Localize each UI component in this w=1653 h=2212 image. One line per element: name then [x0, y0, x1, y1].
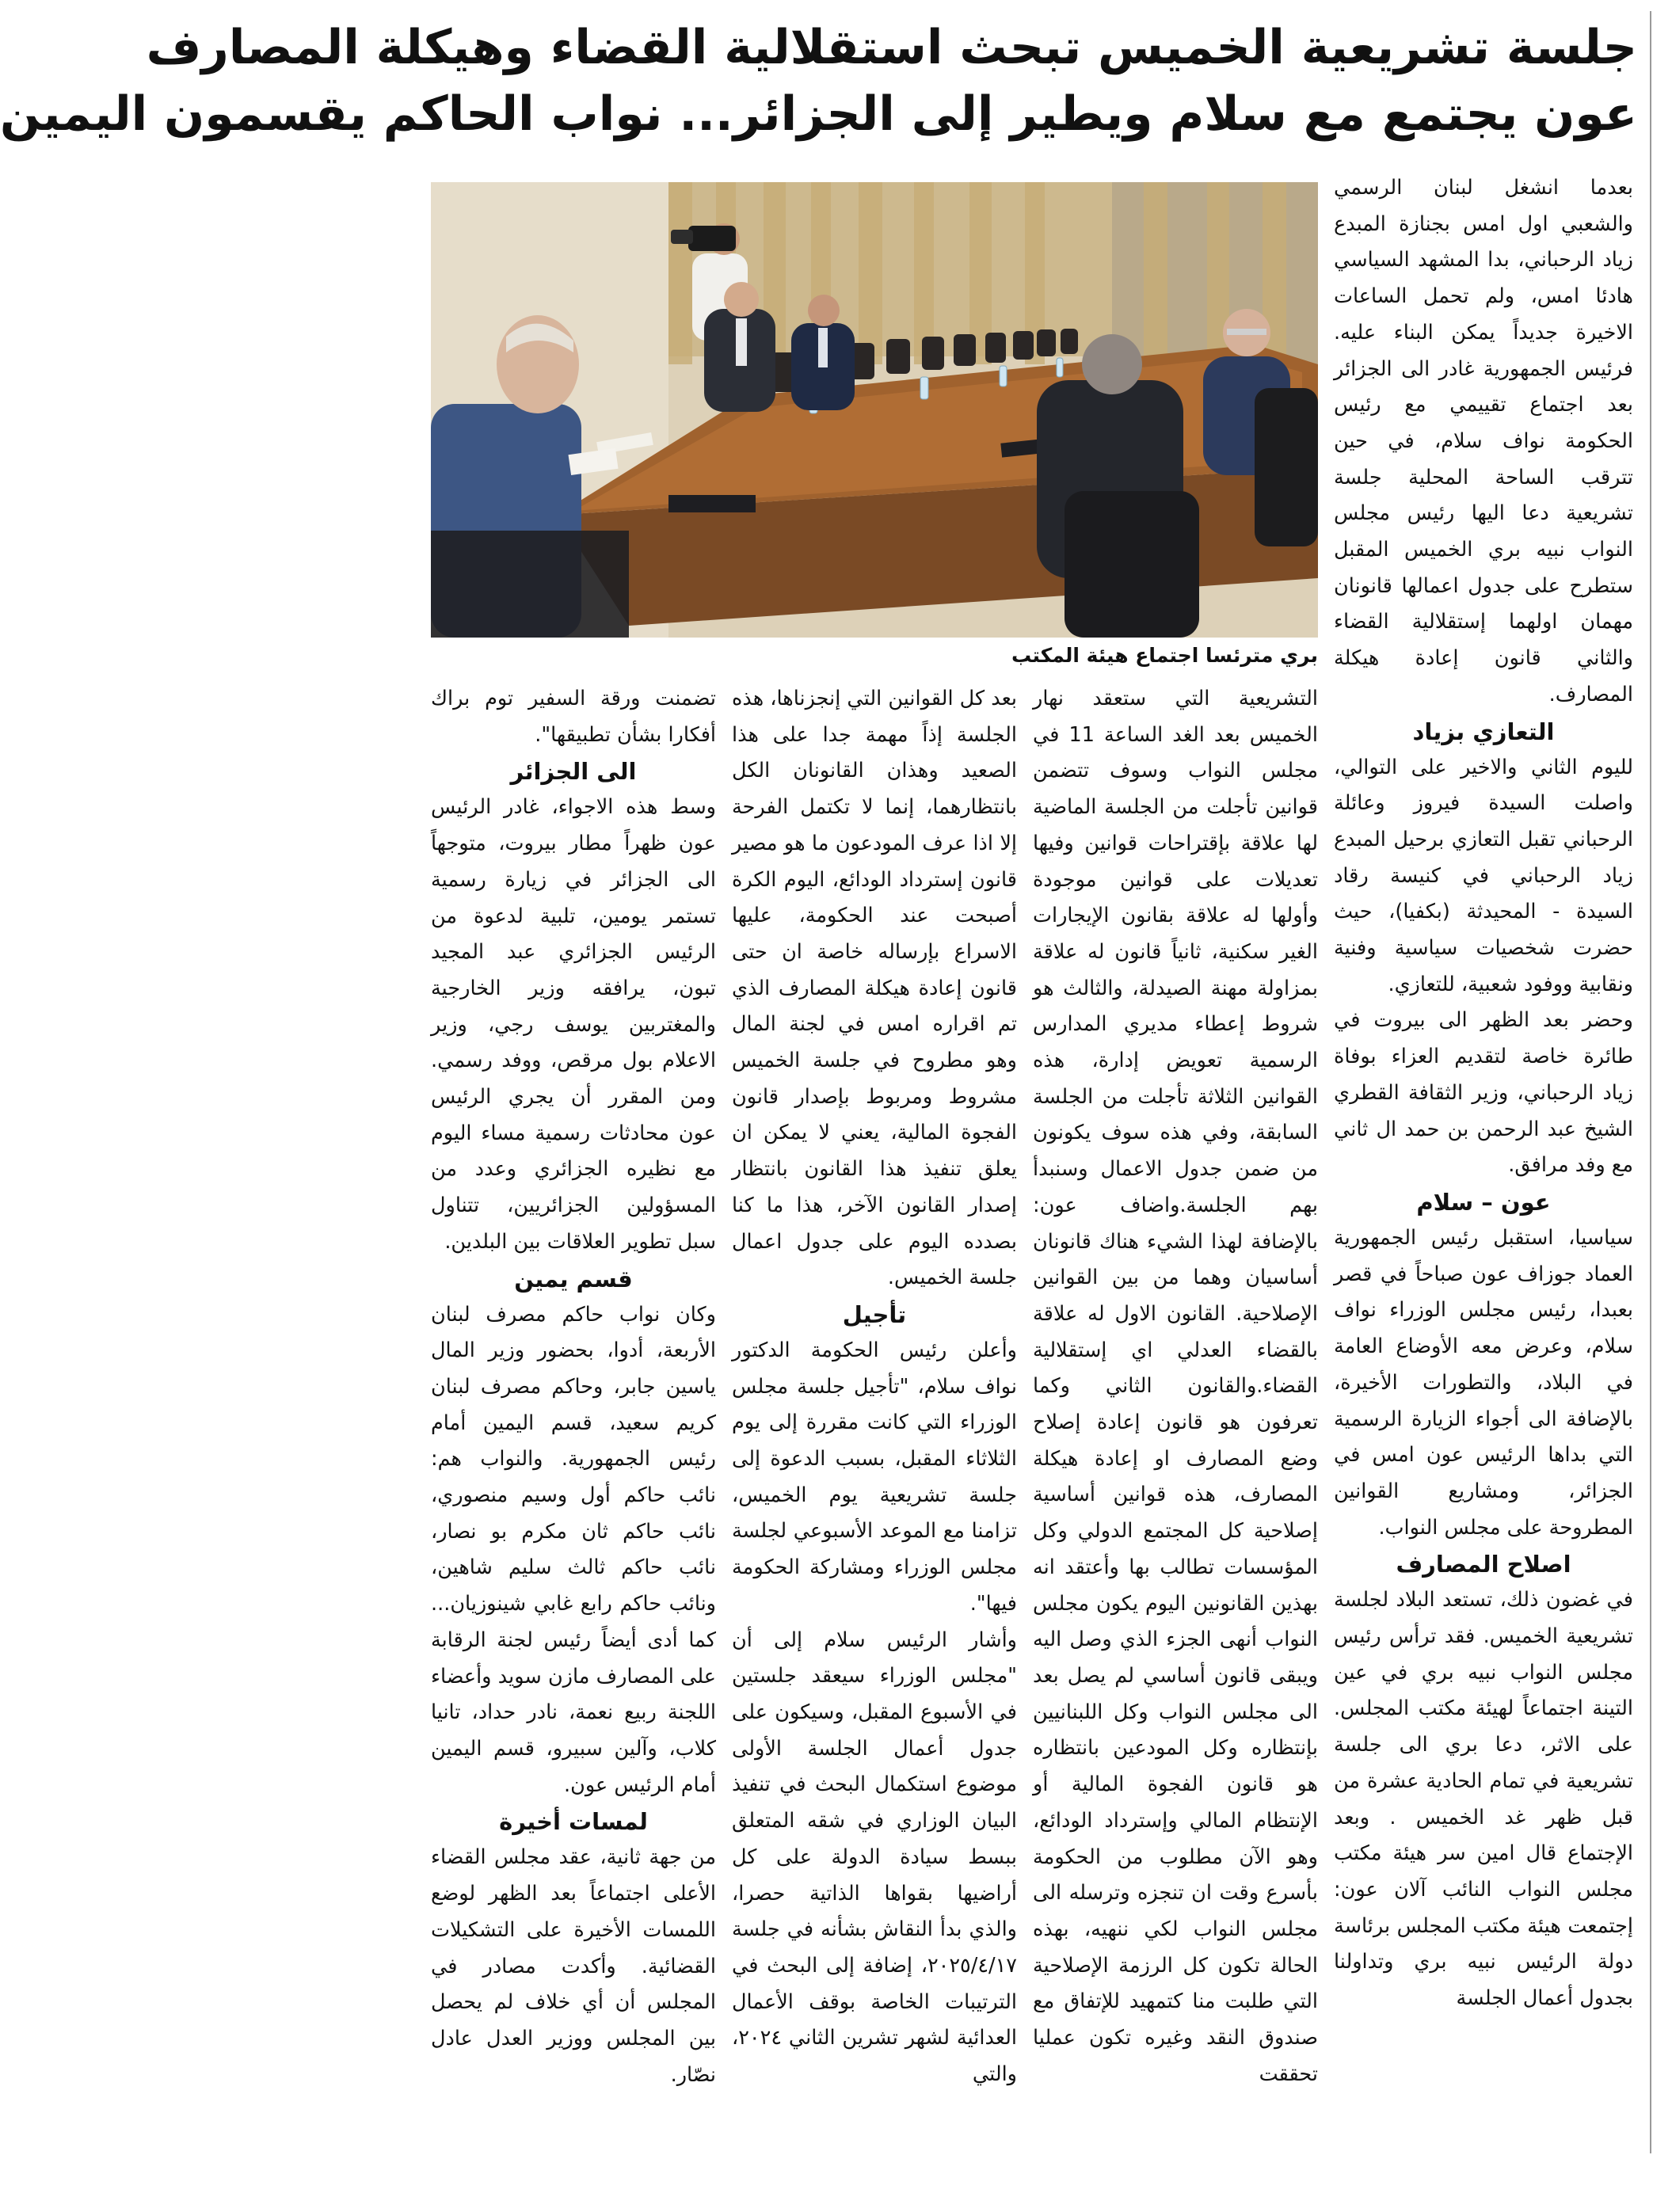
- col3-paragraph-3: وأشار الرئيس سلام إلى أن "مجلس الوزراء سيعقد جلستين في الأسبوع المقبل، وسيكون على جدول أعمال الجلسة الأولى موضوع استكمال البحث في تنفيذ البيان الوزاري في شقه المتعلق ببسط سيادة الدولة على كل أراضيها بقواها الذاتية حصرا، والذي بدأ النقاش بشأنه في جلسة ٢٠٢٥/٤/١٧، إضافة إلى البحث في الترتيبات الخاصة بوقف الأعمال العدائية لشهر تشرين الثاني ٢٠٢٤، والتي: [732, 1628, 1017, 2087]
- col4-paragraph-1: تضمنت ورقة السفير توم براك أفكارا بشأن تطبيقها".: [431, 687, 716, 747]
- page-border-rule: [1650, 11, 1651, 2153]
- article-column-3: [732, 681, 1017, 2166]
- col1-paragraph-1: بعدما انشغل لبنان الرسمي والشعبي اول امس بجنازة المبدع زياد الرحباني، بدا المشهد السياسي هادئا امس، ولم تحمل الساعات الاخيرة جديداً يمكن البناء عليه. فرئيس الجمهورية غادر الى الجزائر بعد اجتماع تقييمي مع رئيس الحكومة نواف سلام، في حين تترقب الساحة المحلية جلسة تشريعية دعا اليها رئيس مجلس النواب نبيه بري الخميس المقبل ستطرح على جدول اعمالها قانونان مهمان اولهما إستقلالية القضاء والثاني قانون إعادة هيكلة المصارف.: [1334, 176, 1633, 706]
- col1-subheading-banks-reform: اصلاح المصارف: [1396, 1551, 1571, 1578]
- meeting-photo-illustration: [431, 182, 1318, 638]
- col4-paragraph-3: وكان نواب حاكم مصرف لبنان الأربعة، أدوا، بحضور وزير المال ياسين جابر، وحاكم مصرف لبنان كريم سعيد، قسم اليمين أمام رئيس الجمهورية. والنواب هم: نائب حاكم أول وسيم منصوري، نائب حاكم ثان مكرم بو نصار، نائب حاكم ثالث سليم شاهين، ونائب حاكم رابع غابي شينوزيان... كما أدى أيضاً رئيس لجنة الرقابة على المصارف مازن سويد وأعضاء اللجنة ربيع نعمة، نادر حداد، تانيا كلاب، وآلين سبيرو، قسم اليمين أمام الرئيس عون.: [431, 1302, 716, 1797]
- article-column-4: [431, 681, 716, 2166]
- col3-paragraph-1: بعد كل القوانين التي إنجزناها، هذه الجلسة إذاً مهمة جدا على هذا الصعيد وهذان القانونان الكل بانتظارهما، إنما لا تكتمل الفرحة إلا اذا عرف المودعون ما هو مصير قانون إسترداد الودائع، اليوم الكرة أصبحت عند الحكومة، عليها الاسراع بإرساله خاصة ان حتى قانون إعادة هيكلة المصارف الذي تم اقراره امس في لجنة المال وهو مطروح في جلسة الخميس مشروط ومربوط بإصدار قانون الفجوة المالية، يعني لا يمكن ان يعلق تنفيذ هذا القانون بانتظار إصدار القانون الآخر، هذا ما كنا بصدده اليوم على جدول اعمال جلسة الخميس.: [731, 687, 1017, 1290]
- col4-paragraph-4: من جهة ثانية، عقد مجلس القضاء الأعلى اجتماعاً بعد الظهر لوضع اللمسات الأخيرة على التشكيلات القضائية. وأكدت مصادر في المجلس أن أي خلاف لم يحصل بين المجلس ووزير العدل عادل نصّار.: [431, 1845, 716, 2087]
- col1-subheading-aoun-salam: عون – سلام: [1416, 1188, 1551, 1216]
- col1-paragraph-3: وحضر بعد الظهر الى بيروت في طائرة خاصة لتقديم العزاء بوفاة زياد الرحباني، وزير الثقافة القطري الشيخ عبد الرحمن بن حمد ال ثاني مع وفد مرافق.: [1334, 1008, 1633, 1178]
- photo-caption: بري مترئسا اجتماع هيئة المكتب: [1011, 644, 1318, 667]
- col4-subheading-final-touches: لمسات أخيرة: [499, 1808, 648, 1836]
- headline: [0, 14, 1637, 147]
- col1-paragraph-5: في غضون ذلك، تستعد البلاد لجلسة تشريعية الخميس. فقد ترأس رئيس مجلس النواب نبيه بري في عين التينة اجتماعاً لهيئة مكتب المجلس. على الاثر، دعا بري الى جلسة تشريعية في تمام الحادية عشرة من قبل ظهر غد الخميس . وبعد الإجتماع قال امين سر هيئة مكتب مجلس النواب النائب آلان عون: إجتمعت هيئة مكتب المجلس برئاسة دولة الرئيس نبيه بري وتداولنا بجدول أعمال الجلسة: [1334, 1588, 1633, 2011]
- headline-line-2: عون يجتمع مع سلام ويطير إلى الجزائر... نواب الحاكم يقسمون اليمين: [0, 86, 1637, 142]
- col3-subheading-postponement: تأجيل: [842, 1300, 907, 1328]
- col1-paragraph-2: لليوم الثاني والاخير على التوالي، واصلت السيدة فيروز وعائلة الرحباني تقبل التعازي برحيل المبدع زياد الرحباني في كنيسة رقاد السيدة - المحيدثة (بكفيا)، حيث حضرت شخصيات سياسية وفنية ونقابية ووفود شعبية، للتعازي.: [1334, 755, 1633, 996]
- col1-subheading-condolences: التعازي بزياد: [1412, 718, 1555, 745]
- headline-line-1: جلسة تشريعية الخميس تبحث استقلالية القضاء وهيكلة المصارف: [146, 20, 1637, 75]
- col3-paragraph-2: وأعلن رئيس الحكومة الدكتور نواف سلام، "تأجيل جلسة مجلس الوزراء التي كانت مقررة إلى يوم الثلاثاء المقبل، بسبب الدعوة إلى جلسة تشريعية يوم الخميس، تزامنا مع الموعد الأسبوعي لجلسة مجلس الوزراء ومشاركة الحكومة فيها".: [732, 1338, 1017, 1616]
- col1-paragraph-4: سياسيا، استقبل رئيس الجمهورية العماد جوزاف عون صباحاً في قصر بعبدا، رئيس مجلس الوزراء نواف سلام، وعرض معه الأوضاع العامة في البلاد، والتطورات الأخيرة، بالإضافة الى أجواء الزيارة الرسمية التي بداها الرئيس عون امس في الجزائر، ومشاريع القوانين المطروحة على مجلس النواب.: [1334, 1225, 1633, 1540]
- col4-subheading-algeria: الى الجزائر: [510, 758, 637, 786]
- article-column-2: [1033, 681, 1318, 2166]
- col4-paragraph-2: وسط هذه الاجواء، غادر الرئيس عون ظهراً مطار بيروت، متوجهاً الى الجزائر في زيارة رسمية تستمر يومين، تلبية لدعوة من الرئيس الجزائري عبد المجيد تبون، يرافقه وزير الخارجية والمغتربين يوسف رجي، وزير الاعلام بول مرقص، ووفد رسمي. ومن المقرر أن يجري الرئيس عون محادثات رسمية مساء اليوم مع نظيره الجزائري وعدد من المسؤولين الجزائريين، تتناول سبل تطوير العلاقات بين البلدين.: [431, 795, 716, 1254]
- col4-subheading-oath: قسم يمين: [514, 1265, 633, 1293]
- article-column-1: [1334, 170, 1633, 2166]
- meeting-photo: [431, 182, 1318, 638]
- col2-paragraph-1: التشريعية التي ستعقد نهار الخميس بعد الغد الساعة 11 في مجلس النواب وسوف تتضمن قوانين تأجلت من الجلسة الماضية لها علاقة بإقتراحات قوانين وفيها تعديلات على قوانين موجودة وأولها له علاقة بقانون الإيجارات الغير سكنية، ثانياً قانون له علاقة بمزاولة مهنة الصيدلة، والثالث هو شروط إعطاء مديري المدارس الرسمية تعويض إدارة، هذه القوانين الثلاثة تأجلت من الجلسة السابقة، وفي هذه سوف يكونون من ضمن جدول الاعمال وسنبدأ بهم الجلسة.واضاف عون: بالإضافة لهذا الشيء هناك قانونان أساسيان وهما من بين القوانين الإصلاحية. القانون الاول له علاقة بالقضاء العدلي اي إستقلالية القضاء.والقانون الثاني وكما تعرفون هو قانون إعادة إصلاح وضع المصارف او إعادة هيكلة المصارف، هذه قوانين أساسية إصلاحية كل المجتمع الدولي وكل المؤسسات تطالب بها وأعتقد انه بهذين القانونين اليوم يكون مجلس النواب أنهى الجزء الذي وصل اليه ويبقى قانون أساسي لم يصل بعد الى مجلس النواب وكل اللبنانيين بإنتظاره وكل المودعين بانتظاره هو قانون الفجوة المالية أو الإنتظام المالي وإسترداد الودائع، وهو الآن مطلوب من الحكومة بأسرع وقت ان تنجزه وترسله الى مجلس النواب لكي ننهيه، بهذه الحالة تكون كل الرزمة الإصلاحية التي طلبت منا كتمهيد للإتفاق مع صندوق النقد وغيره تكون عمليا تحققت: [1033, 687, 1318, 2086]
